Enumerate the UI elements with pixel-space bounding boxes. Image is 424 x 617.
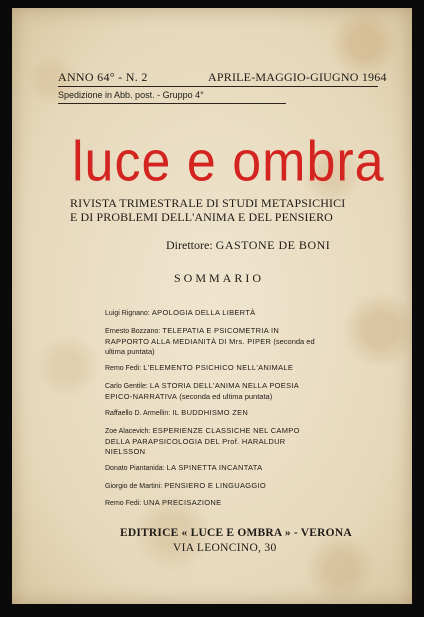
subtitle-line-2: E DI PROBLEMI DELL'ANIMA E DEL PENSIERO <box>70 210 333 224</box>
toc-entry <box>105 381 315 402</box>
toc-title: L'ELEMENTO PSICHICO NELL'ANIMALE <box>143 363 294 372</box>
contents-heading: SOMMARIO <box>174 271 265 285</box>
director-line <box>166 238 330 253</box>
toc-author: Zoe Alacevich: <box>105 427 151 435</box>
toc-title: APOLOGIA DELLA LIBERTÀ <box>151 308 256 317</box>
magazine-cover <box>12 8 412 604</box>
toc-entry <box>105 308 315 319</box>
publisher: EDITRICE « LUCE E OMBRA » - VERONA <box>120 527 352 539</box>
shipping-note: Spedizione in Abb. post. - Gruppo 4° <box>58 90 204 100</box>
issue-date: APRILE-MAGGIO-GIUGNO 1964 <box>208 70 387 84</box>
toc-author: Luigi Rignano: <box>105 310 150 317</box>
toc-entry <box>105 426 315 457</box>
header-rule <box>58 86 378 87</box>
toc-author: Ernesto Bozzano: <box>105 327 161 335</box>
toc-entry <box>105 481 315 492</box>
toc-author: Donato Piantanida: <box>105 465 165 472</box>
toc-note: (seconda ed ultima puntata) <box>179 391 273 401</box>
toc-title: IL BUDDHISMO ZEN <box>172 408 249 417</box>
toc-entry <box>105 498 315 509</box>
issue-number: ANNO 64° - N. 2 <box>58 70 148 84</box>
toc-entry <box>105 463 315 474</box>
shipping-rule <box>58 103 286 104</box>
director-label: Direttore: <box>166 238 213 252</box>
toc-author: Carlo Gentile: <box>105 382 148 390</box>
toc-title: TELEPATIA E PSICOMETRIA IN RAPPORTO ALLA MEDIANITÀ DI Mrs. PIPER <box>105 325 280 346</box>
toc-title: ESPERIENZE CLASSICHE NEL CAMPO DELLA PARAPSICOLOGIA DEL Prof. HARALDUR NIELSSON <box>105 425 300 456</box>
publisher-address: VIA LEONCINO, 30 <box>173 542 277 554</box>
toc-entry <box>105 363 315 374</box>
toc-author: Remo Fedi: <box>105 365 142 372</box>
toc-note: (seconda ed ultima puntata) <box>105 336 315 356</box>
toc-entry <box>105 326 315 357</box>
toc-author: Remo Fedi: <box>105 500 142 507</box>
toc-title: LA SPINETTA INCANTATA <box>166 463 263 472</box>
masthead-title: luce e ombra <box>72 130 385 194</box>
director-name: GASTONE DE BONI <box>215 238 331 252</box>
toc-author: Giorgio de Martini: <box>105 482 163 490</box>
toc-title: LA STORIA DELL'ANIMA NELLA POESIA EPICO-NARRATIVA <box>105 380 299 401</box>
toc-title: UNA PRECISAZIONE <box>143 498 222 507</box>
toc-author: Raffaello D. Armellin: <box>105 410 171 417</box>
subtitle-line-1: RIVISTA TRIMESTRALE DI STUDI METAPSICHICI <box>70 196 346 210</box>
toc-entry <box>105 408 315 419</box>
toc-title: PENSIERO E LINGUAGGIO <box>164 480 267 490</box>
table-of-contents <box>105 308 315 516</box>
